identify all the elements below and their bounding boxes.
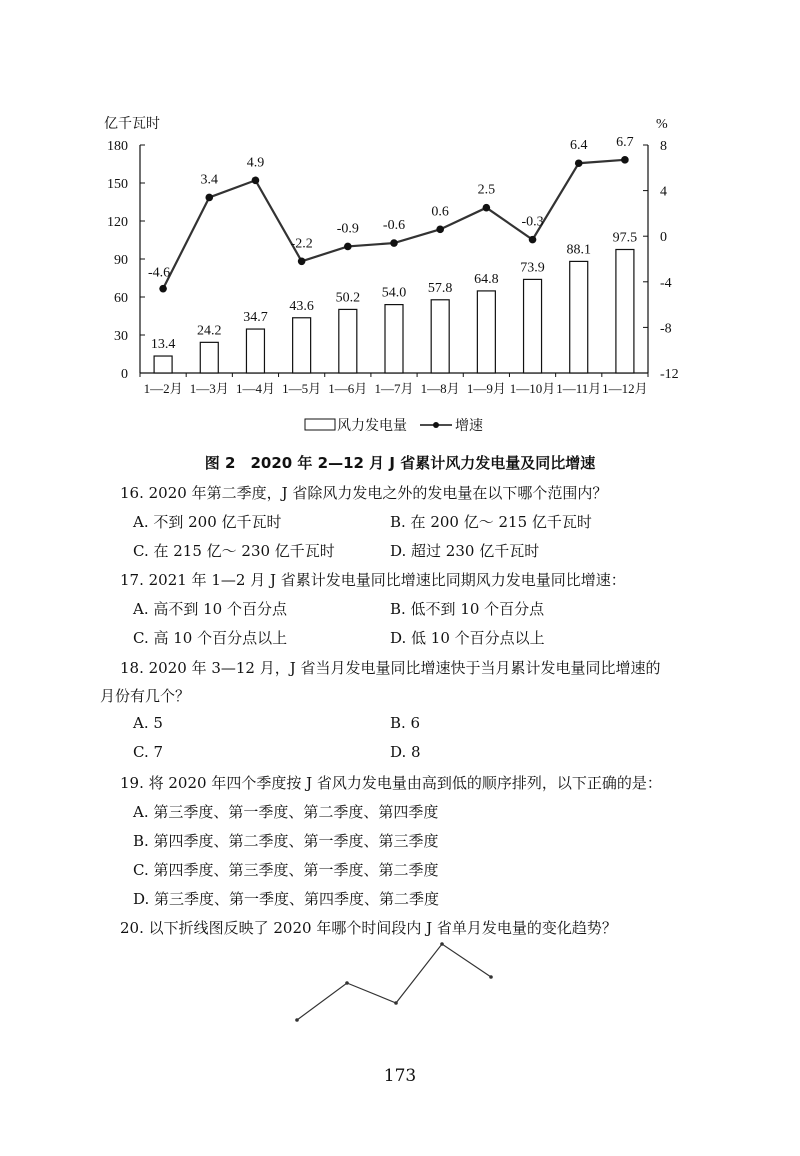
bar-value-label: 34.7 bbox=[243, 310, 268, 326]
bar-value-label: 97.5 bbox=[612, 230, 638, 246]
growth-point bbox=[529, 236, 537, 244]
growth-point bbox=[205, 194, 213, 202]
bar bbox=[200, 342, 218, 373]
question-17-stem: 17. 2021 年 1—2 月 J 省累计发电量同比增速比同期风力发电量同比增速： bbox=[120, 571, 626, 589]
question-20-stem: 20. 以下折线图反映了 2020 年哪个时间段内 J 省单月发电量的变化趋势？ bbox=[120, 919, 617, 937]
x-tick-label: 1—8月 bbox=[420, 381, 460, 396]
question-16-option-c[interactable]: C. 在 215 亿～ 230 亿千瓦时 bbox=[133, 542, 335, 560]
left-tick-label: 30 bbox=[114, 329, 128, 344]
question-16-option-d[interactable]: D. 超过 230 亿千瓦时 bbox=[390, 542, 540, 560]
chart-svg bbox=[0, 0, 800, 450]
right-tick-label: 0 bbox=[660, 230, 667, 246]
bar bbox=[616, 250, 634, 374]
left-tick-label: 120 bbox=[107, 215, 128, 230]
x-tick-label: 1—3月 bbox=[189, 381, 229, 396]
trend-point bbox=[295, 1018, 299, 1022]
growth-point bbox=[298, 257, 306, 265]
left-axis-unit: 亿千瓦时 bbox=[104, 117, 160, 132]
growth-point bbox=[483, 204, 491, 212]
question-17-option-a[interactable]: A. 高不到 10 个百分点 bbox=[133, 600, 287, 618]
bar-value-label: 43.6 bbox=[289, 298, 314, 314]
growth-value-label: -0.9 bbox=[336, 221, 359, 237]
question-19-option-b[interactable]: B. 第四季度、第二季度、第一季度、第三季度 bbox=[133, 832, 439, 850]
growth-point bbox=[575, 159, 583, 167]
x-tick-label: 1—9月 bbox=[466, 381, 506, 396]
growth-value-label: 4.9 bbox=[246, 155, 265, 171]
question-16-option-b[interactable]: B. 在 200 亿～ 215 亿千瓦时 bbox=[390, 513, 592, 531]
growth-point bbox=[436, 226, 444, 234]
growth-value-label: 6.7 bbox=[616, 134, 634, 150]
bar-value-label: 73.9 bbox=[520, 260, 545, 276]
bar-value-label: 54.0 bbox=[381, 285, 407, 301]
growth-value-label: -0.3 bbox=[521, 214, 544, 230]
question-20-trend-figure bbox=[0, 930, 800, 1040]
trend-point bbox=[394, 1001, 398, 1005]
bar bbox=[154, 356, 172, 373]
question-18-stem: 18. 2020 年 3—12 月，J 省当月发电量同比增速快于当月累计发电量同比增速的 bbox=[120, 659, 661, 677]
x-tick-label: 1—10月 bbox=[509, 381, 556, 396]
bar bbox=[339, 309, 357, 373]
bar bbox=[431, 300, 449, 373]
growth-value-label: -2.2 bbox=[290, 236, 313, 252]
bar-value-label: 64.8 bbox=[474, 271, 499, 287]
question-16-option-a[interactable]: A. 不到 200 亿千瓦时 bbox=[133, 513, 282, 531]
growth-point bbox=[252, 177, 260, 185]
question-18-option-b[interactable]: B. 6 bbox=[390, 714, 421, 732]
bar-value-label: 13.4 bbox=[150, 337, 176, 353]
growth-value-label: 2.5 bbox=[477, 182, 496, 198]
x-tick-label: 1—7月 bbox=[374, 381, 414, 396]
left-tick-label: 150 bbox=[107, 177, 128, 192]
growth-point bbox=[159, 285, 167, 293]
x-tick-label: 1—2月 bbox=[143, 381, 183, 396]
page-number: 173 bbox=[383, 1066, 417, 1086]
legend-line-marker bbox=[433, 422, 439, 428]
question-16-stem: 16. 2020 年第二季度，J 省除风力发电之外的发电量在以下哪个范围内？ bbox=[120, 484, 608, 502]
question-19-option-c[interactable]: C. 第四季度、第三季度、第一季度、第二季度 bbox=[133, 861, 439, 879]
bar-value-label: 57.8 bbox=[427, 280, 453, 296]
right-tick-label: -12 bbox=[660, 367, 679, 382]
right-axis-unit: % bbox=[656, 117, 668, 132]
growth-point bbox=[621, 156, 629, 164]
growth-point bbox=[344, 243, 352, 251]
question-18-option-d[interactable]: D. 8 bbox=[390, 743, 421, 761]
question-17-option-d[interactable]: D. 低 10 个百分点以上 bbox=[390, 629, 545, 647]
x-tick-label: 1—6月 bbox=[328, 381, 368, 396]
x-tick-label: 1—4月 bbox=[235, 381, 275, 396]
bar-value-label: 88.1 bbox=[566, 242, 591, 258]
trend-line bbox=[297, 944, 491, 1020]
right-tick-label: -8 bbox=[660, 321, 672, 337]
growth-point bbox=[390, 239, 398, 247]
question-17-option-b[interactable]: B. 低不到 10 个百分点 bbox=[390, 600, 545, 618]
growth-value-label: 3.4 bbox=[200, 172, 219, 188]
question-19-option-d[interactable]: D. 第三季度、第一季度、第四季度、第二季度 bbox=[133, 890, 440, 908]
legend-bar-label: 风力发电量 bbox=[337, 419, 407, 434]
legend bbox=[305, 417, 483, 434]
legend-bar-swatch bbox=[305, 419, 335, 430]
right-tick-label: 4 bbox=[660, 184, 667, 200]
left-tick-label: 60 bbox=[114, 291, 128, 306]
left-tick-label: 90 bbox=[114, 253, 128, 268]
bar-series bbox=[154, 250, 634, 374]
growth-value-label: -4.6 bbox=[148, 265, 171, 281]
x-tick-label: 1—11月 bbox=[556, 381, 602, 396]
bar bbox=[570, 261, 588, 373]
question-19-option-a[interactable]: A. 第三季度、第一季度、第二季度、第四季度 bbox=[133, 803, 439, 821]
bar-value-label: 50.2 bbox=[335, 290, 361, 306]
trend-point bbox=[489, 975, 493, 979]
growth-value-label: -0.6 bbox=[382, 218, 406, 234]
legend-line-label: 增速 bbox=[455, 419, 483, 434]
bar-value-label: 24.2 bbox=[197, 323, 222, 339]
growth-value-label: 6.4 bbox=[569, 138, 588, 154]
right-tick-label: -4 bbox=[660, 275, 672, 291]
question-18-option-c[interactable]: C. 7 bbox=[133, 743, 164, 761]
bar bbox=[385, 305, 403, 373]
figure-caption: 图 2 2020 年 2—12 月 J 省累计风力发电量及同比增速 bbox=[204, 454, 596, 472]
question-17-option-c[interactable]: C. 高 10 个百分点以上 bbox=[133, 629, 288, 647]
left-tick-label: 0 bbox=[121, 367, 128, 382]
growth-value-label: 0.6 bbox=[431, 204, 449, 220]
question-19-stem: 19. 将 2020 年四个季度按 J 省风力发电量由高到低的顺序排列，以下正确的是： bbox=[120, 774, 662, 792]
x-tick-label: 1—5月 bbox=[282, 381, 322, 396]
trend-point bbox=[345, 981, 349, 985]
bar bbox=[524, 279, 542, 373]
trend-point bbox=[440, 942, 444, 946]
bar bbox=[477, 291, 495, 373]
question-18-stem-cont: 月份有几个？ bbox=[100, 687, 191, 705]
question-18-option-a[interactable]: A. 5 bbox=[133, 714, 163, 732]
left-tick-label: 180 bbox=[107, 139, 128, 154]
right-tick-label: 8 bbox=[660, 139, 667, 154]
bar bbox=[293, 318, 311, 373]
bar bbox=[246, 329, 264, 373]
x-tick-label: 1—12月 bbox=[602, 381, 648, 396]
